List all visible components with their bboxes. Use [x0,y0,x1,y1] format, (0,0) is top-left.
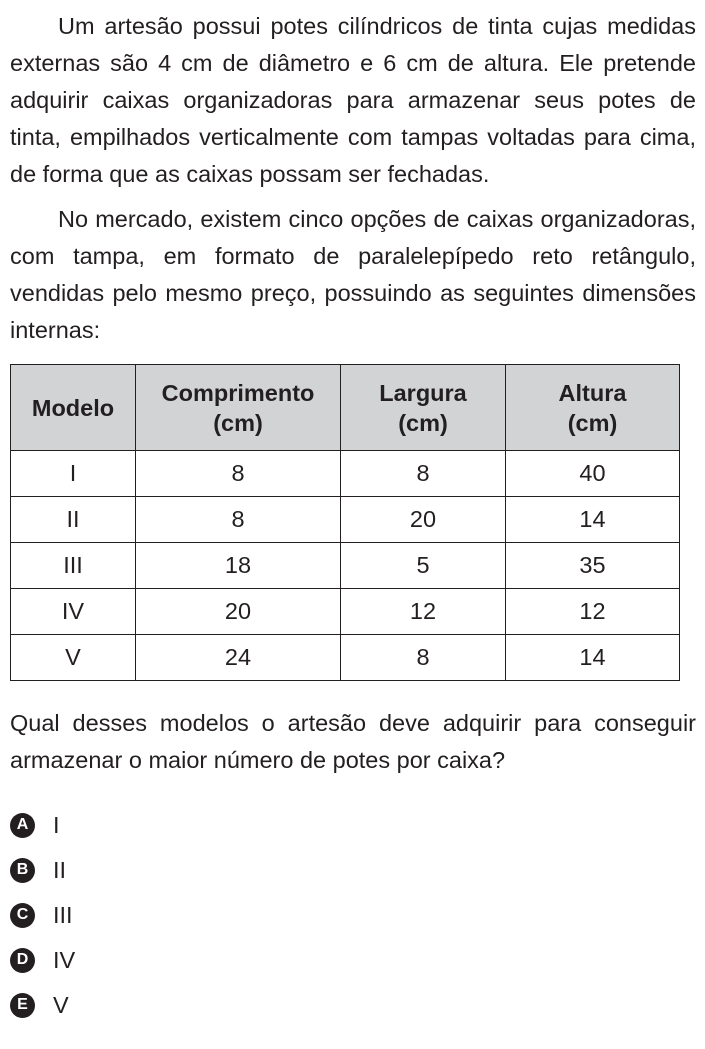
option-text: III [53,901,73,928]
option-letter-badge: A [10,813,35,838]
cell-largura: 8 [341,451,506,497]
cell-altura: 40 [506,451,680,497]
option-text: II [53,856,67,883]
cell-modelo: II [11,497,136,543]
cell-altura: 14 [506,635,680,681]
dimensions-table [10,364,680,681]
answer-options [10,803,696,1028]
intro-paragraph-1: Um artesão possui potes cilíndricos de tinta cujas medidas externas são 4 cm de diâmetro e 6 cm de altura. Ele pretende adquirir caixas organizadoras para armazenar seus potes de tinta, empilhados verticalmente com tampas voltadas para cima, de forma que as caixas possam ser fechadas. [10,13,696,187]
option-e[interactable] [10,983,696,1028]
table-row [11,589,680,635]
cell-altura: 35 [506,543,680,589]
cell-comprimento: 8 [136,451,341,497]
cell-comprimento: 24 [136,635,341,681]
header-largura: Largura (cm) [341,365,506,451]
option-text: V [53,991,69,1018]
cell-largura: 12 [341,589,506,635]
cell-largura: 20 [341,497,506,543]
option-text: I [53,811,60,838]
cell-comprimento: 18 [136,543,341,589]
option-c[interactable] [10,893,696,938]
cell-largura: 5 [341,543,506,589]
table-header-row [11,365,680,451]
table-row [11,451,680,497]
question-text: Qual desses modelos o artesão deve adquirir para conseguir armazenar o maior número de potes por caixa? [10,710,696,773]
option-b[interactable] [10,848,696,893]
table-row [11,497,680,543]
option-text: IV [53,946,76,973]
option-letter-badge: E [10,993,35,1018]
option-letter-badge: C [10,903,35,928]
cell-altura: 14 [506,497,680,543]
option-d[interactable] [10,938,696,983]
table-row [11,635,680,681]
cell-modelo: I [11,451,136,497]
cell-comprimento: 8 [136,497,341,543]
question-page [10,8,696,1028]
cell-comprimento: 20 [136,589,341,635]
cell-modelo: V [11,635,136,681]
header-altura: Altura (cm) [506,365,680,451]
header-comprimento: Comprimento (cm) [136,365,341,451]
cell-modelo: III [11,543,136,589]
cell-modelo: IV [11,589,136,635]
dimensions-table-wrapper [10,364,679,681]
option-a[interactable] [10,803,696,848]
table-row [11,543,680,589]
option-letter-badge: D [10,948,35,973]
intro-paragraph-2: No mercado, existem cinco opções de caixas organizadoras, com tampa, em formato de paralelepípedo reto retângulo, vendidas pelo mesmo preço, possuindo as seguintes dimensões internas: [10,206,696,343]
option-letter-badge: B [10,858,35,883]
cell-largura: 8 [341,635,506,681]
header-modelo: Modelo [11,365,136,451]
cell-altura: 12 [506,589,680,635]
